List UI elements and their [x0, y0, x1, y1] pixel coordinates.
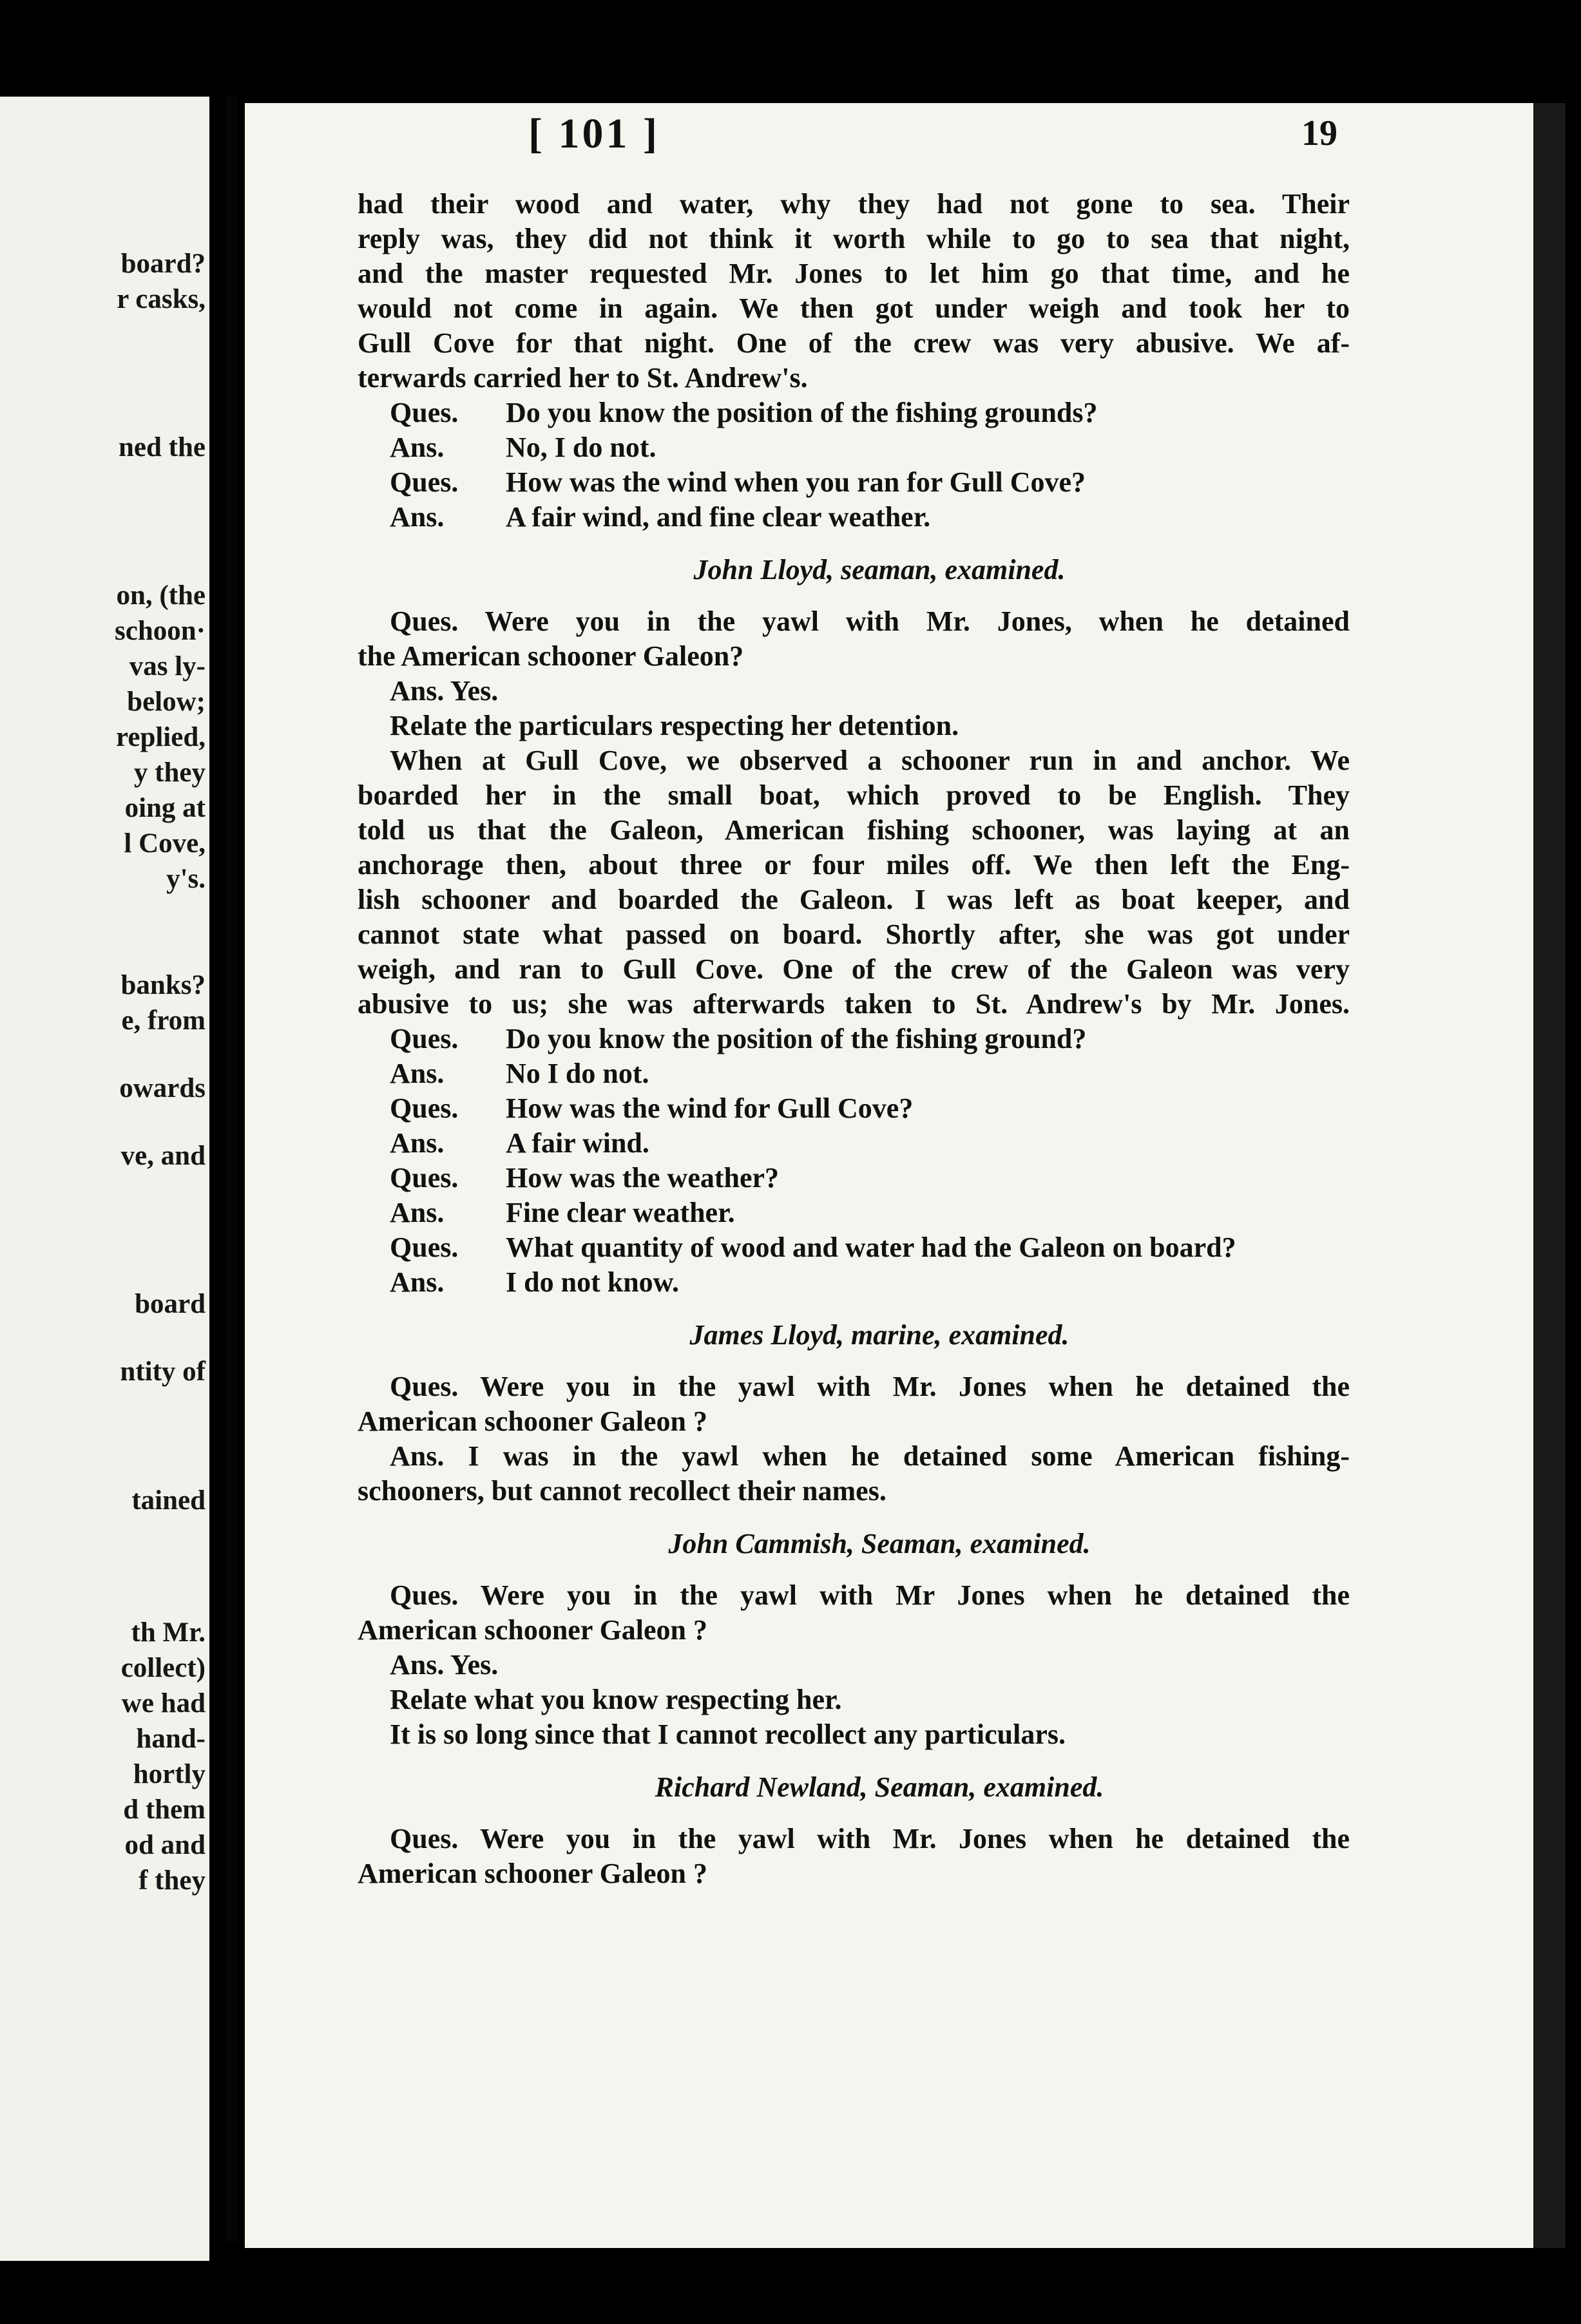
text-line: boarded her in the small boat, which proved to be English. They [358, 779, 1350, 811]
left-page-text-fragment: d them [123, 1795, 206, 1825]
left-page-text-fragment: we had [121, 1688, 206, 1719]
qa-label: Ques. [390, 1092, 459, 1124]
left-page-text-fragment: hortly [133, 1759, 206, 1789]
qa-row [358, 465, 1350, 500]
qa-label: Ques. [390, 397, 459, 428]
text-line: would not come in again. We then got under weigh and took her to [358, 292, 1350, 324]
text-line: American schooner Galeon ? [358, 1614, 708, 1646]
text-line: lish schooner and boarded the Galeon. I was left as boat keeper, and [358, 884, 1350, 915]
qa-label: Ans. [390, 1266, 445, 1298]
text-line: American schooner Galeon ? [358, 1405, 708, 1437]
text-line: told us that the Galeon, American fishing schooner, was laying at an [358, 814, 1350, 846]
text-line: reply was, they did not think it worth while to go to sea that night, [358, 223, 1350, 254]
text-line: and the master requested Mr. Jones to let him go that time, and he [358, 258, 1350, 289]
text-line: weigh, and ran to Gull Cove. One of the crew of the Galeon was very [358, 953, 1350, 985]
left-page-text-fragment: tained [131, 1485, 206, 1516]
left-page-text-fragment: below; [127, 687, 206, 717]
qa-row [358, 500, 1350, 535]
left-page-text-fragment: vas ly- [129, 651, 206, 681]
qa-row [358, 1126, 1350, 1161]
qa-label: Ques. [390, 1232, 459, 1263]
signature-mark: 19 [1301, 113, 1337, 153]
left-page-fragment [0, 97, 209, 2261]
qa-row [358, 1195, 1350, 1230]
page-number: [ 101 ] [528, 110, 660, 157]
page-body [358, 187, 1350, 1891]
text-line: abusive to us; she was afterwards taken to St. Andrew's by Mr. Jones. [358, 988, 1350, 1020]
text-line: Gull Cove for that night. One of the crew was very abusive. We af- [358, 327, 1350, 359]
left-page-text-fragment: y's. [166, 864, 206, 894]
text-line: Relate what you know respecting her. [390, 1684, 842, 1715]
qa-text: How was the wind when you ran for Gull Cove? [506, 466, 1086, 498]
left-page-text-fragment: hand- [136, 1724, 206, 1754]
left-page-text-fragment: board? [120, 249, 206, 279]
qa-label: Ans. [390, 1058, 445, 1089]
text-line: Relate the particulars respecting her detention. [390, 710, 959, 741]
text-line: had their wood and water, why they had not gone to sea. Their [358, 188, 1350, 220]
qa-row [358, 1161, 1350, 1195]
section-heading: James Lloyd, marine, examined. [689, 1319, 1069, 1351]
qa-text: A fair wind, and fine clear weather. [506, 501, 931, 533]
qa-text: Do you know the position of the fishing grounds? [506, 397, 1098, 428]
text-line: schooners, but cannot recollect their names. [358, 1475, 886, 1507]
qa-text: Fine clear weather. [506, 1197, 735, 1228]
text-line: cannot state what passed on board. Shortly after, she was got under [358, 919, 1350, 950]
text-line: Ans. Yes. [390, 675, 499, 707]
left-page-text-fragment: on, (the [116, 580, 206, 611]
section-heading: Richard Newland, Seaman, examined. [655, 1771, 1104, 1803]
left-page-text-fragment: l Cove, [124, 828, 206, 859]
qa-row [358, 1230, 1350, 1265]
qa-text: What quantity of wood and water had the Galeon on board? [506, 1232, 1236, 1263]
left-page-text-fragment: od and [124, 1830, 206, 1860]
paragraph-continuation [358, 187, 1350, 395]
qa-label: Ques. [390, 1162, 459, 1194]
left-page-text-fragment: owards [119, 1073, 206, 1103]
text-line: Ques. Were you in the yawl with Mr Jones when he detained the [390, 1579, 1350, 1611]
qa-row [358, 395, 1350, 430]
qa-text: Do you know the position of the fishing ground? [506, 1023, 1087, 1054]
text-line: American schooner Galeon ? [358, 1858, 708, 1889]
left-page-text-fragment: board [135, 1289, 206, 1319]
section-heading: John Lloyd, seaman, examined. [693, 554, 1066, 586]
qa-row [358, 1022, 1350, 1056]
left-page-text-fragment: schoon· [115, 616, 206, 646]
left-page-text-fragment: ned the [119, 432, 206, 462]
qa-text: No I do not. [506, 1058, 649, 1089]
text-line: Ques. Were you in the yawl with Mr. Jones when he detained the [390, 1823, 1350, 1854]
qa-text: A fair wind. [506, 1127, 649, 1159]
qa-block-1 [358, 395, 1350, 535]
qa-text: No, I do not. [506, 432, 656, 463]
qa-label: Ques. [390, 1023, 459, 1054]
left-page-text-fragment: e, from [121, 1005, 206, 1036]
left-page-text-fragment: replied, [116, 722, 206, 752]
left-page-text-fragment: ntity of [120, 1357, 206, 1387]
left-page-text-fragment: th Mr. [131, 1617, 206, 1648]
left-page-text-fragment: r casks, [117, 284, 206, 314]
page-edge [1533, 103, 1566, 2248]
qa-label: Ques. [390, 466, 459, 498]
text-line: the American schooner Galeon? [358, 640, 744, 672]
left-page-text-fragment: y they [133, 757, 206, 788]
left-page-text-fragment: banks? [120, 970, 206, 1000]
qa-row [358, 1056, 1350, 1091]
testimony-paragraph [358, 743, 1350, 1022]
text-line: Ques. Were you in the yawl with Mr. Jones when he detained the [390, 1371, 1350, 1402]
text-line: Ans. Yes. [390, 1649, 499, 1681]
qa-text: How was the weather? [506, 1162, 780, 1194]
left-page-text-fragment: collect) [120, 1653, 206, 1683]
left-page-text-fragment: ve, and [120, 1141, 206, 1171]
qa-block-2 [358, 1022, 1350, 1300]
qa-row [358, 430, 1350, 465]
qa-row [358, 1265, 1350, 1300]
qa-row [358, 1091, 1350, 1126]
text-line: anchorage then, about three or four miles off. We then left the Eng- [358, 849, 1350, 881]
qa-label: Ans. [390, 1127, 445, 1159]
qa-label: Ans. [390, 501, 445, 533]
left-page-text-fragment: f they [139, 1865, 206, 1896]
qa-label: Ans. [390, 1197, 445, 1228]
qa-text: I do not know. [506, 1266, 680, 1298]
left-page-text-fragment: oing at [124, 793, 206, 823]
text-line: It is so long since that I cannot recollect any particulars. [390, 1719, 1066, 1750]
qa-label: Ans. [390, 432, 445, 463]
section-heading: John Cammish, Seaman, examined. [668, 1528, 1091, 1559]
text-line: When at Gull Cove, we observed a schooner run in and anchor. We [390, 745, 1350, 776]
qa-text: How was the wind for Gull Cove? [506, 1092, 914, 1124]
text-line: terwards carried her to St. Andrew's. [358, 362, 808, 394]
gutter-shadow [225, 97, 237, 2242]
text-line: Ques. Were you in the yawl with Mr. Jones, when he detained [390, 605, 1350, 637]
text-line: Ans. I was in the yawl when he detained some American fishing- [390, 1440, 1350, 1472]
